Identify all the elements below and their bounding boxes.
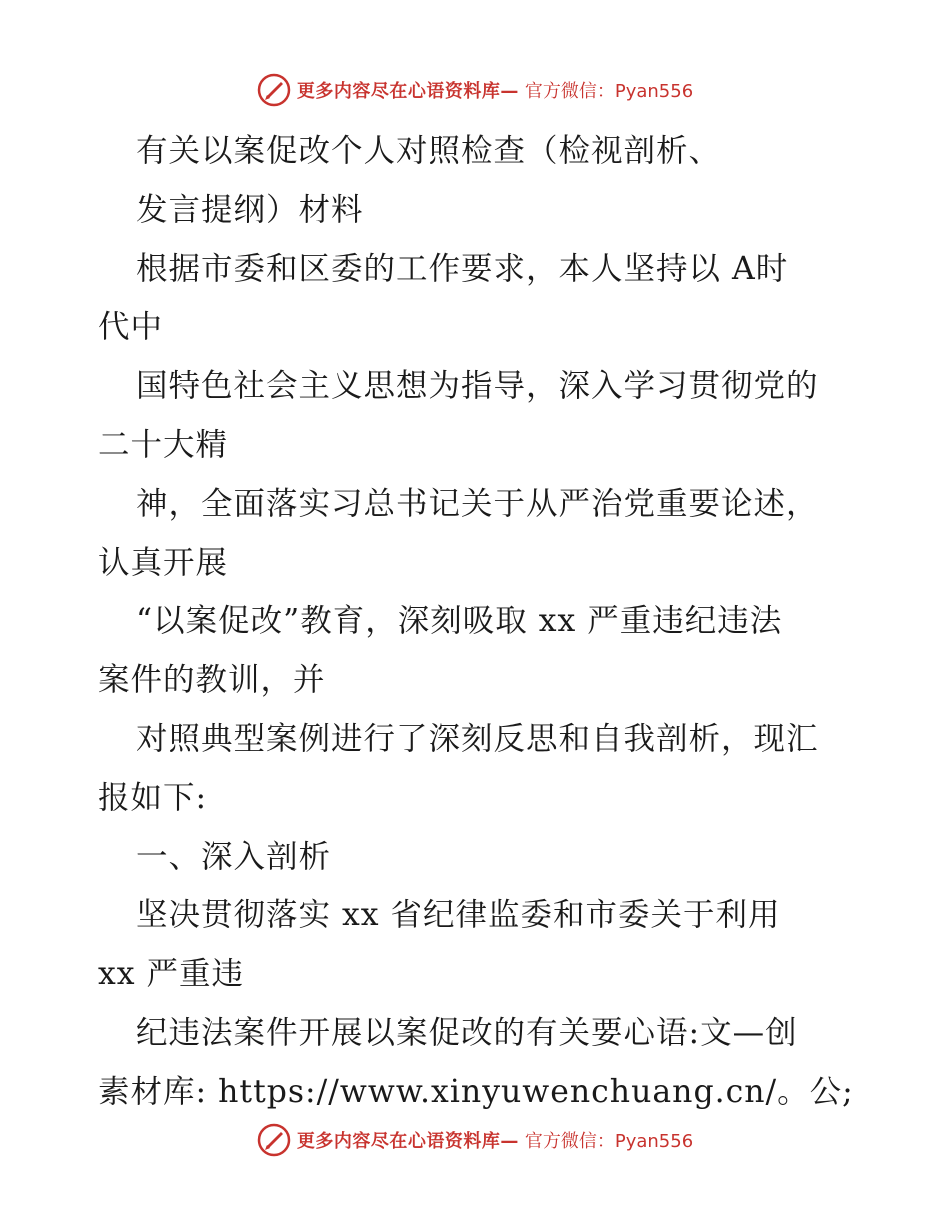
brand-logo-icon [257, 1123, 291, 1157]
document-line: 报如下: [98, 779, 208, 816]
watermark-contact: 官方微信：Pyan556 [524, 1131, 694, 1152]
brand-logo-icon [257, 73, 291, 107]
document-line: 根据市委和区委的工作要求，本人坚持以 A时 [136, 250, 789, 287]
footer-watermark [0, 1120, 950, 1160]
document-line: 发言提纲）材料 [136, 191, 364, 228]
document-line: 对照典型案例进行了深刻反思和自我剖析，现汇 [136, 720, 819, 757]
document-line: 二十大精 [98, 426, 229, 463]
watermark-contact: 官方微信：Pyan556 [524, 81, 694, 102]
document-line: 案件的教训，并 [98, 662, 326, 699]
document-body [98, 122, 858, 1122]
document-line: 认真开展 [98, 544, 229, 581]
document-line: 纪违法案件开展以案促改的有关要心语:文—创 [136, 1014, 798, 1051]
header-watermark [0, 70, 950, 110]
document-line: 有关以案促改个人对照检查（检视剖析、 [136, 133, 722, 169]
document-line: 国特色社会主义思想为指导，深入学习贯彻党的 [136, 368, 819, 405]
document-line: 神，全面落实习总书记关于从严治党重要论述， [136, 485, 819, 522]
document-line: 素材库: https://www.xinyuwenchuang.cn/。公; [98, 1073, 854, 1110]
watermark-text: 更多内容尽在心语资料库— [296, 1131, 519, 1152]
document-line: 坚决贯彻落实 xx 省纪律监委和市委关于利用 [136, 897, 781, 934]
watermark-text: 更多内容尽在心语资料库— [296, 81, 519, 102]
document-line: xx 严重违 [98, 956, 245, 993]
document-line: 一、深入剖析 [136, 838, 332, 875]
document-line: 代中 [98, 309, 164, 346]
document-line: “以案促改”教育，深刻吸取 xx 严重违纪违法 [136, 603, 783, 640]
